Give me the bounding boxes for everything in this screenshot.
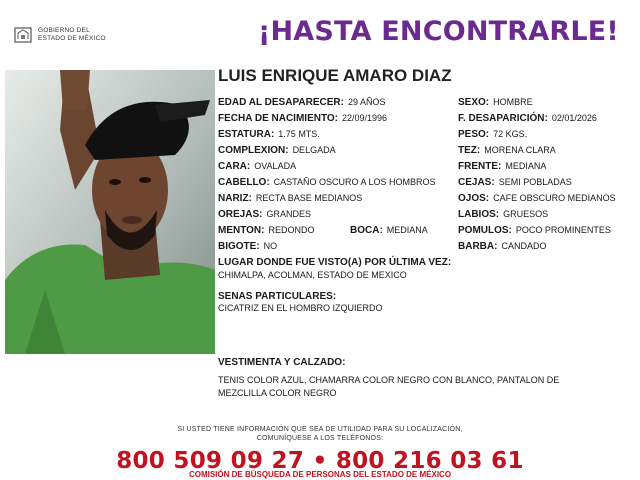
field-value: REDONDO <box>268 225 315 235</box>
person-photo <box>5 70 215 354</box>
field-label: CEJAS: <box>458 177 495 188</box>
field-value: 29 AÑOS <box>347 97 386 107</box>
field-value: GRUESOS <box>503 209 549 219</box>
field-label: BARBA: <box>458 241 498 252</box>
field-label: COMPLEXION: <box>218 145 289 156</box>
field-value: GRANDES <box>266 209 311 219</box>
field-forehead <box>458 161 546 172</box>
field-value: DELGADA <box>292 145 336 155</box>
field-label: LABIOS: <box>458 209 500 220</box>
field-chin <box>218 225 315 236</box>
field-value: 22/09/1996 <box>342 113 388 123</box>
field-label: BIGOTE: <box>218 241 260 252</box>
field-label: PESO: <box>458 129 490 140</box>
field-label: ESTATURA: <box>218 129 275 140</box>
field-weight <box>458 129 527 140</box>
field-value: MORENA CLARA <box>484 145 556 155</box>
field-label: OREJAS: <box>218 209 263 220</box>
field-value: OVALADA <box>254 161 297 171</box>
field-beard <box>458 241 546 252</box>
field-label: CARA: <box>218 161 251 172</box>
field-value: HOMBRE <box>493 97 533 107</box>
last-seen-value: CHIMALPA, ACOLMAN, ESTADO DE MEXICO <box>218 270 407 280</box>
marks-value: CICATRIZ EN EL HOMBRO IZQUIERDO <box>218 303 383 313</box>
field-label: TEZ: <box>458 145 481 156</box>
field-value: POCO PROMINENTES <box>515 225 611 235</box>
field-mustache <box>218 241 277 252</box>
field-height <box>218 129 320 140</box>
field-ears <box>218 209 311 220</box>
field-hair <box>218 177 436 188</box>
field-value: CANDADO <box>501 241 547 251</box>
logo-text <box>38 27 106 43</box>
headline: ¡HASTA ENCONTRARLE! <box>258 16 619 47</box>
field-value: 1.75 MTS. <box>278 129 320 139</box>
field-value: 72 KGS. <box>493 129 528 139</box>
field-label: EDAD AL DESAPARECER: <box>218 97 344 108</box>
field-disappearance-date <box>458 113 597 124</box>
field-label: CABELLO: <box>218 177 270 188</box>
last-seen-label: LUGAR DONDE FUE VISTO(A) POR ÚLTIMA VEZ: <box>218 257 452 268</box>
government-logo <box>12 22 122 48</box>
field-label: POMULOS: <box>458 225 512 236</box>
clothing-label: VESTIMENTA Y CALZADO: <box>218 357 346 368</box>
field-face <box>218 161 296 172</box>
field-label: SEXO: <box>458 97 490 108</box>
person-name: LUIS ENRIQUE AMARO DIAZ <box>218 66 452 85</box>
phone-separator: • <box>312 448 328 474</box>
field-nose <box>218 193 362 204</box>
footer-commission: COMISIÓN DE BÚSQUEDA DE PERSONAS DEL ESTADO DE MÉXICO <box>188 470 452 479</box>
field-label: MENTON: <box>218 225 265 236</box>
field-birth-date <box>218 113 387 124</box>
logo-line-1: GOBIERNO DEL <box>38 27 90 34</box>
field-label: BOCA: <box>350 225 383 236</box>
field-complexion <box>458 145 556 156</box>
field-value: MEDIANA <box>505 161 547 171</box>
marks-label: SENAS PARTICULARES: <box>218 291 337 302</box>
field-label: OJOS: <box>458 193 490 204</box>
field-age <box>218 97 385 108</box>
phone-1[interactable]: 800 509 09 27 <box>116 448 305 474</box>
field-label: F. DESAPARICIÓN: <box>458 113 548 124</box>
field-label: FRENTE: <box>458 161 502 172</box>
field-value: CAFE OBSCURO MEDIANOS <box>493 193 616 203</box>
field-cheekbones <box>458 225 611 236</box>
field-label: NARIZ: <box>218 193 252 204</box>
info-line-2: COMUNÍQUESE A LOS TELÉFONOS: <box>256 435 384 442</box>
field-eyebrows <box>458 177 572 188</box>
field-value: NO <box>263 241 278 251</box>
state-seal-icon <box>12 24 34 46</box>
field-value: SEMI POBLADAS <box>498 177 572 187</box>
field-sex <box>458 97 533 108</box>
field-eyes <box>458 193 616 204</box>
field-lips <box>458 209 548 220</box>
field-value: 02/01/2026 <box>551 113 597 123</box>
field-value: CASTAÑO OSCURO A LOS HOMBROS <box>273 177 436 187</box>
field-label: FECHA DE NACIMIENTO: <box>218 113 338 124</box>
clothing-value: TENIS COLOR AZUL, CHAMARRA COLOR NEGRO CON BLANCO, PANTALON DE MEZCLILLA COLOR NEGRO <box>218 375 560 398</box>
field-value: RECTA BASE MEDIANOS <box>255 193 363 203</box>
phone-2[interactable]: 800 216 03 61 <box>335 448 524 474</box>
info-line-1: SI USTED TIENE INFORMACIÓN QUE SEA DE UTILIDAD PARA SU LOCALIZACIÓN, <box>177 426 463 433</box>
field-build <box>218 145 336 156</box>
field-value: MEDIANA <box>386 225 428 235</box>
field-mouth <box>350 225 428 236</box>
logo-line-2: ESTADO DE MÉXICO <box>38 35 106 42</box>
